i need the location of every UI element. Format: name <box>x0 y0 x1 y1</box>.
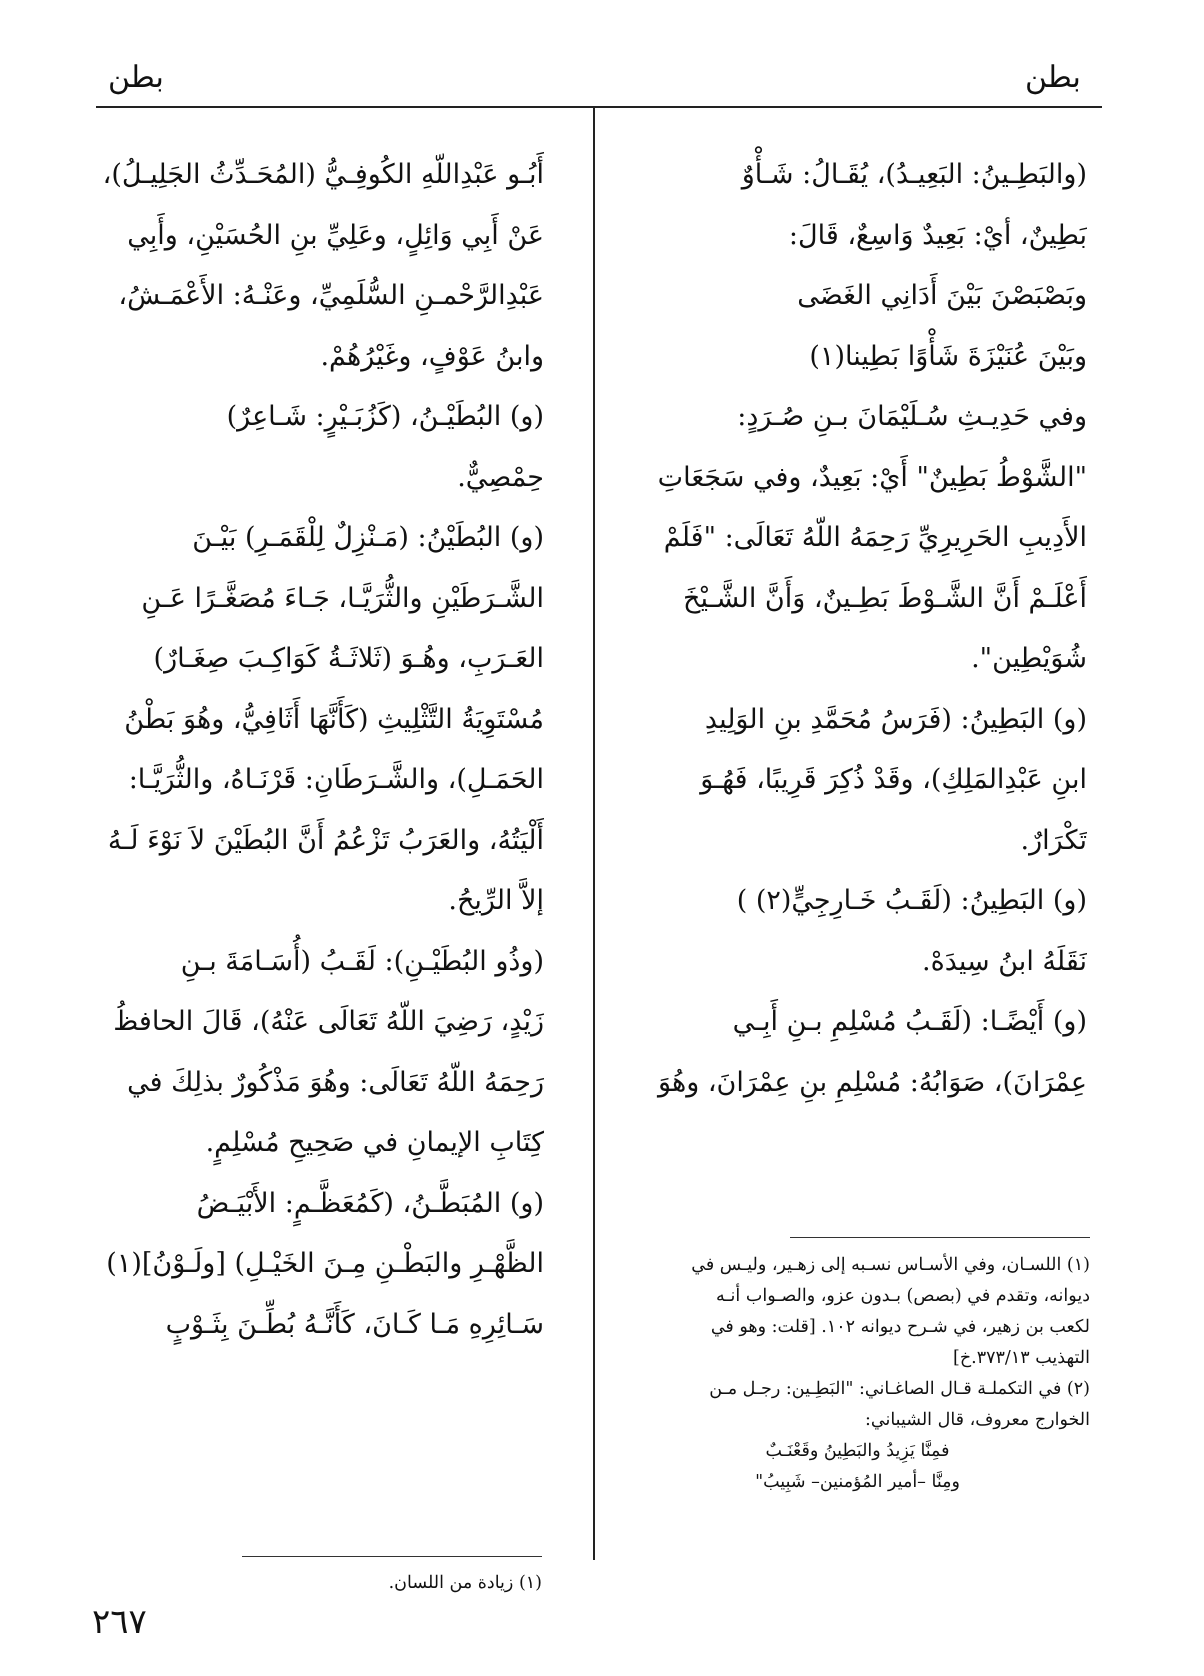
text-line: (و) البُطَيْـنُ، (كَزُبَـيْرٍ: شَـاعِرٌ) <box>226 401 544 432</box>
footnote-verse-line: فمِنَّا يَزِيدُ والبَطِينُ وقَعْنَـبٌ <box>765 1441 950 1461</box>
text-line: (و) البَطِينُ: (فَرَسُ مُحَمَّدِ بنِ الوَلِيدِ <box>704 703 1087 735</box>
text-line: "الشَّوْطُ بَطِينٌ" أَيْ: بَعِيدٌ، وفي سَجَعَاتِ <box>657 461 1087 493</box>
text-line: (و) المُبَطَّـنُ، (كَمُعَظَّـمٍ: الأَبْيَـضُ <box>196 1187 544 1219</box>
text-line: حِمْصِيٌّ. <box>457 461 544 493</box>
text-line: مُسْتَوِيَةُ التَّثْلِيثِ (كَأَنَّهَا أَثَافِيُّ، وهُوَ بَطْنُ <box>124 703 544 735</box>
text-line: وابنُ عَوْفٍ، وغَيْرُهُمْ. <box>320 340 544 372</box>
text-line: الشَّـرَطَيْنِ والثُّرَيَّـا، جَـاءَ مُصَغَّـرًا عَـنِ <box>141 582 544 614</box>
text-line: أَلْيَتُهُ، والعَرَبُ تَزْعُمُ أَنَّ البُطَيْنَ لاَ نَوْءَ لَـهُ <box>107 824 544 856</box>
text-line: بَطِينٌ، أيْ: بَعِيدٌ وَاسِعٌ، قَالَ: <box>788 219 1087 251</box>
text-line: (و) أَيْضًـا: (لَقَـبُ مُسْلِمِ بـنِ أَبِـي <box>732 1006 1087 1037</box>
footnote-line: ديوانه، وتقدم في (بصص) بـدون عزو، والصـواب أنـه <box>716 1286 1090 1306</box>
text-line: وفي حَدِيـثِ سُـلَيْمَانَ بـنِ صُـرَدٍ: <box>737 401 1087 432</box>
running-header-right: بطن <box>1025 60 1081 95</box>
text-line: ابنِ عَبْدِالمَلِكِ)، وقَدْ ذُكِرَ قَرِيبًا، فَهُـوَ <box>700 764 1087 795</box>
text-line: كِتَابِ الإيمانِ في صَحِيحِ مُسْلِمٍ. <box>205 1127 544 1158</box>
footnote-rule-left <box>242 1556 542 1557</box>
text-line: الأَدِيبِ الحَرِيرِيِّ رَحِمَهُ اللّهُ تَعَالَى: "فَلَمْ <box>663 522 1087 553</box>
text-line: أَعْلَـمْ أَنَّ الشَّـوْطَ بَطِـينٌ، وَأَنَّ الشَّـيْخَ <box>683 582 1087 614</box>
footnote-rule-right <box>790 1237 1090 1238</box>
text-line: وبَصْبَصْنَ بَيْنَ أَدَانِي الغَضَى <box>797 280 1087 311</box>
text-line: نَقَلَهُ ابنُ سِيدَهْ. <box>922 945 1087 977</box>
text-line: (و) البَطِينُ: (لَقَـبُ خَـارِجِيٍّ(٢) ) <box>736 885 1087 916</box>
text-line: (و) البُطَيْنُ: (مَـنْزِلٌ لِلْقَمَـرِ) بَيْـنَ <box>192 522 544 553</box>
footnote-line: (١) اللسـان، وفي الأسـاس نسـبه إلى زهـير، وليـس في <box>691 1255 1090 1275</box>
text-line: شُوَيْطِين". <box>971 643 1087 674</box>
text-line: أَبُـو عَبْدِاللّهِ الكُوفِـيُّ (المُحَـدِّثُ الجَلِيـلُ)، <box>102 159 544 190</box>
left-column-text <box>96 145 544 1355</box>
text-line: وبَيْنَ عُنَيْزَةَ شَأْوًا بَطِينا(١) <box>809 340 1087 372</box>
text-line: (والبَطِـينُ: البَعِيـدُ)، يُقَـالُ: شَـأْوٌ <box>741 159 1087 190</box>
footnote-line: لكعب بن زهير، في شـرح ديوانه ١٠٢. [قلت: وهو في <box>710 1317 1090 1337</box>
text-line: رَحِمَهُ اللّهُ تَعَالَى: وهُوَ مَذْكُورٌ بذلِكَ في <box>127 1066 544 1098</box>
footnote-line: التهذيب ٣٧٣/١٣.خ] <box>953 1348 1090 1368</box>
text-line: الظَّهْـرِ والبَطْـنِ مِـنَ الخَيْـلِ) [ولَـوْنُ](١) <box>106 1248 544 1279</box>
text-line: عَبْدِالرَّحْمـنِ السُّلَمِيِّ، وعَنْـهُ: الأَعْمَـشُ، <box>118 280 544 311</box>
text-line: العَـرَبِ، وهُـوَ (ثَلاثَـةُ كَوَاكِـبَ صِغَـارٌ) <box>153 643 544 674</box>
text-line: الحَمَـلِ)، والشَّـرَطَانِ: قَرْنَـاهُ، والثُّرَيَّـا: <box>128 764 544 795</box>
text-line: زَيْدٍ، رَضِيَ اللّهُ تَعَالَى عَنْهُ)، قَالَ الحافظُ <box>113 1006 544 1037</box>
left-footnotes <box>260 1568 542 1599</box>
column-divider <box>593 108 595 1560</box>
footnote-line: (٢) في التكملـة قـال الصاغـاني: "البَطِـين: رجـل مـن <box>709 1379 1090 1399</box>
running-header-left: بطن <box>108 60 164 95</box>
text-line: (وذُو البُطَيْـنِ): لَقَـبُ (أُسَـامَةَ بـنِ <box>180 945 544 977</box>
right-footnotes <box>625 1250 1090 1498</box>
text-line: تَكْرَارٌ. <box>1020 824 1087 856</box>
page-number: ٢٦٧ <box>92 1602 147 1642</box>
text-line: إلاَّ الرِّيحُ. <box>448 885 544 916</box>
text-line: سَـائِرِهِ مَـا كَـانَ، كَأَنَّـهُ بُطِّـنَ بِثَـوْبٍ <box>165 1308 544 1340</box>
footnote-line: الخوارج معروف، قال الشيباني: <box>864 1410 1090 1430</box>
footnote-verse-line: ومِنَّا –أمير المُؤمنين– شَبِيبُ" <box>755 1472 960 1492</box>
text-line: عَنْ أَبِي وَائِلٍ، وعَلِيِّ بنِ الحُسَيْنِ، وأَبِي <box>127 219 544 251</box>
header-rule <box>96 106 1102 108</box>
footnote-line: (١) زيادة من اللسان. <box>388 1573 542 1593</box>
text-line: عِمْرَانَ)، صَوَابُهُ: مُسْلِمِ بنِ عِمْرَانَ، وهُوَ <box>658 1066 1087 1098</box>
right-column-text <box>625 145 1087 1113</box>
